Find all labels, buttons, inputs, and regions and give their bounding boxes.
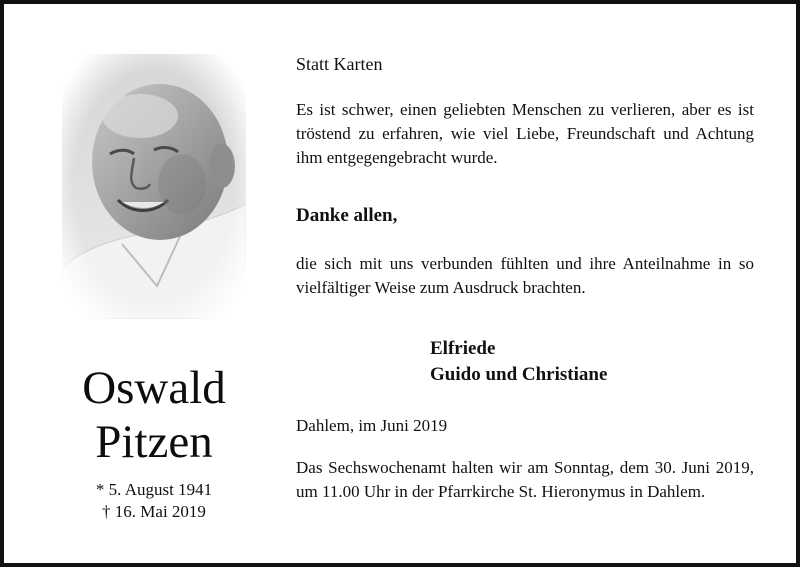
portrait-photo [62, 54, 246, 319]
portrait-illustration [62, 54, 246, 319]
signature-line-1: Elfriede [430, 338, 496, 359]
deceased-first-name: Oswald [82, 362, 226, 414]
notice-paragraph-1: Es ist schwer, einen geliebten Menschen zu verlieren, aber es ist tröstend zu erfahren, wie viel Liebe, Freundschaft und Achtung ihm entgegengebracht wurde. [296, 100, 754, 167]
thanks-heading: Danke allen, [296, 205, 398, 226]
life-dates [34, 479, 274, 523]
deceased-last-name: Pitzen [95, 416, 213, 468]
signature-line-2: Guido und Christiane [430, 364, 608, 385]
notice-paragraph-2: die sich mit uns verbunden fühlten und ihre Anteilnahme in so vielfältiger Weise zum Ausdruck brachten. [296, 254, 754, 297]
place-date: Dahlem, im Juni 2019 [296, 416, 448, 435]
notice-heading: Statt Karten [296, 54, 383, 74]
notice-paragraph-3: Das Sechswochenamt halten wir am Sonntag, dem 30. Juni 2019, um 11.00 Uhr in der Pfarrkirche St. Hieronymus in Dahlem. [296, 458, 754, 501]
birth-date: * 5. August 1941 [95, 480, 213, 499]
death-date: † 16. Mai 2019 [102, 502, 206, 521]
